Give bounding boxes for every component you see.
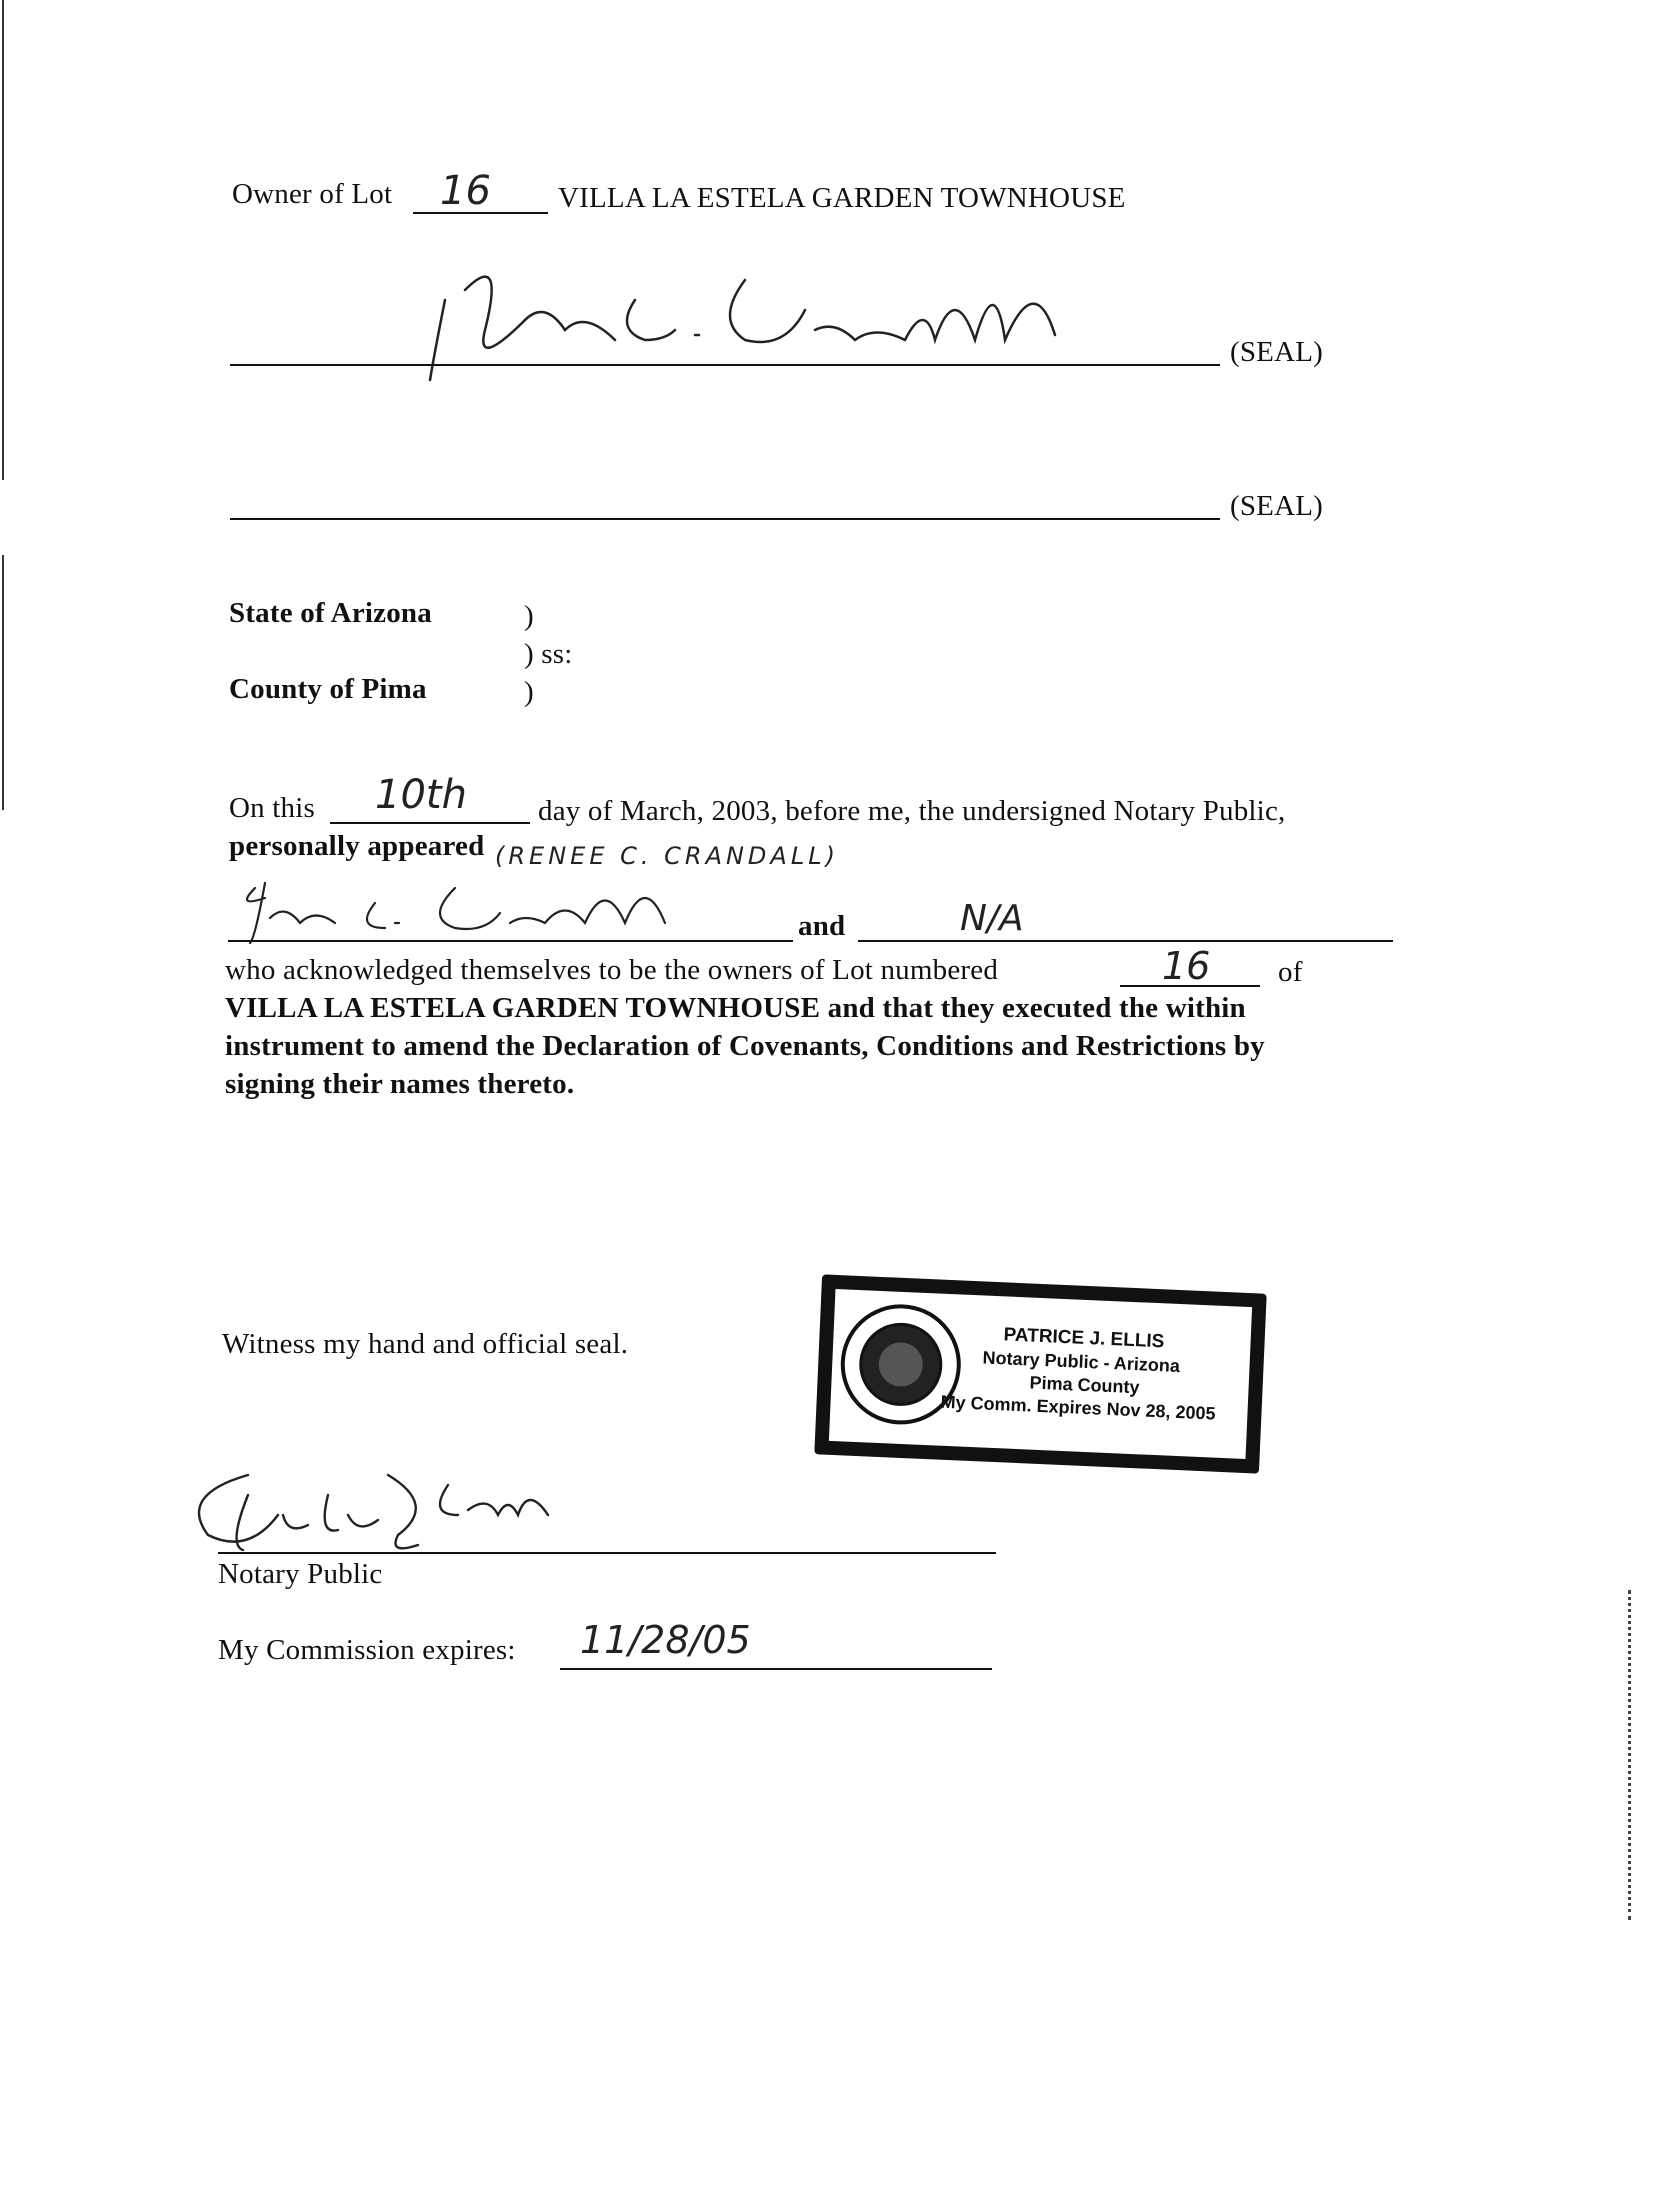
personally-appeared-label: personally appeared xyxy=(229,830,485,862)
notary-public-label: Notary Public xyxy=(218,1558,383,1590)
acknowledgment-line-1: who acknowledged themselves to be the owners of Lot numbered xyxy=(225,954,999,986)
day-line xyxy=(330,822,530,824)
lot-number-handwritten: 16 xyxy=(440,168,491,214)
of-label: of xyxy=(1278,956,1303,988)
county-label: County of Pima xyxy=(229,673,427,705)
stamp-county: Pima County xyxy=(1029,1372,1140,1398)
printed-name-handwritten: (RENEE C. CRANDALL) xyxy=(495,842,839,870)
commission-label: My Commission expires: xyxy=(218,1634,516,1666)
commission-date-line xyxy=(560,1668,992,1670)
scan-margin-line xyxy=(2,0,4,480)
witness-text: Witness my hand and official seal. xyxy=(222,1328,629,1360)
seal-label-2: (SEAL) xyxy=(1230,490,1324,522)
date-text: day of March, 2003, before me, the undersigned Notary Public, xyxy=(538,795,1286,827)
seal-label-1: (SEAL) xyxy=(1230,336,1324,368)
stamp-notary-name: PATRICE J. ELLIS xyxy=(1003,1324,1165,1353)
lot-numbered-handwritten: 16 xyxy=(1162,944,1211,988)
appeared-name-line-2 xyxy=(858,940,1393,942)
venue-paren-ss: ) ss: xyxy=(524,638,573,670)
day-handwritten: 10th xyxy=(375,772,467,818)
signature-line-2 xyxy=(230,518,1220,520)
state-label: State of Arizona xyxy=(229,597,432,629)
townhouse-name: VILLA LA ESTELA GARDEN TOWNHOUSE xyxy=(558,182,1126,214)
notary-signature-line xyxy=(218,1552,996,1554)
second-owner-handwritten: N/A xyxy=(960,898,1024,939)
appeared-signature xyxy=(225,868,745,948)
on-this-label: On this xyxy=(229,792,315,824)
and-label: and xyxy=(798,910,846,942)
scan-artifact-marks xyxy=(1628,1590,1645,1920)
venue-paren-3: ) xyxy=(524,676,534,708)
commission-date-handwritten: 11/28/05 xyxy=(580,1618,751,1662)
appeared-name-line-1 xyxy=(228,940,793,942)
stamp-expires: My Comm. Expires Nov 28, 2005 xyxy=(940,1391,1216,1424)
owner-of-lot-label: Owner of Lot xyxy=(232,178,393,210)
acknowledgment-line-2: VILLA LA ESTELA GARDEN TOWNHOUSE and that they executed the within xyxy=(225,992,1246,1024)
stamp-notary-title: Notary Public - Arizona xyxy=(982,1347,1181,1377)
notary-stamp xyxy=(814,1274,1266,1473)
owner-signature xyxy=(415,240,1175,400)
scan-margin-line xyxy=(2,555,4,810)
venue-paren-1: ) xyxy=(524,600,534,632)
acknowledgment-line-3: instrument to amend the Declaration of Covenants, Conditions and Restrictions by xyxy=(225,1030,1265,1062)
acknowledgment-line-4: signing their names thereto. xyxy=(225,1068,575,1100)
signature-line-1 xyxy=(230,364,1220,366)
